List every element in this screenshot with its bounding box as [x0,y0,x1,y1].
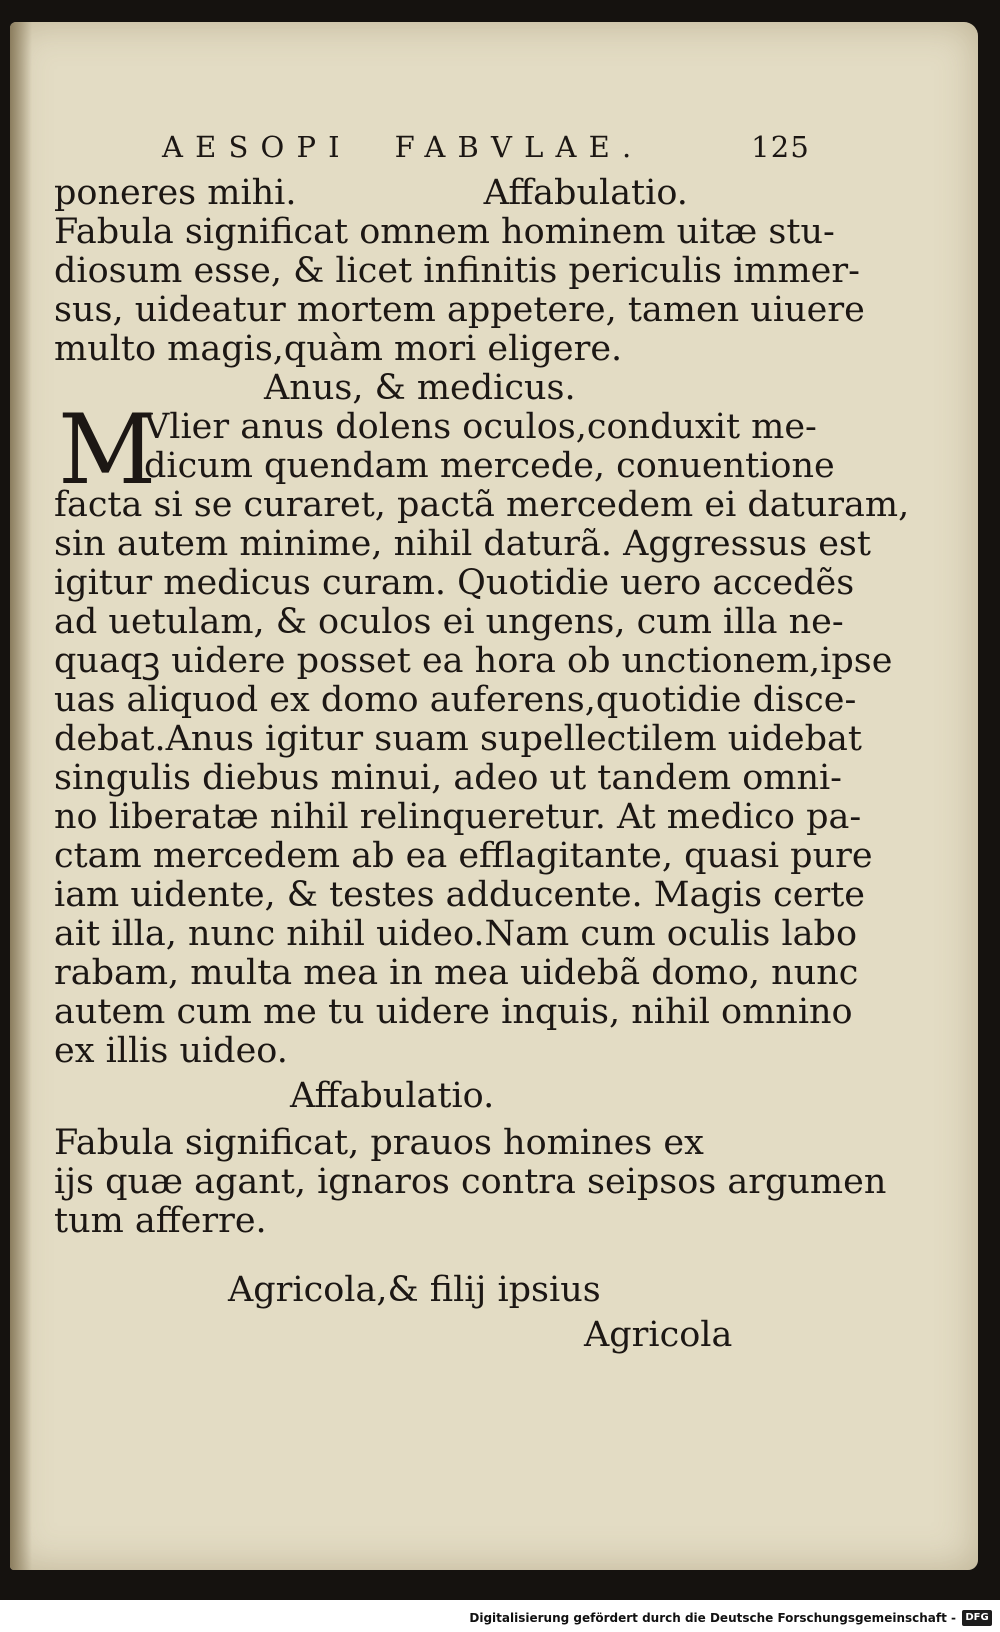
text-line: Vlier anus dolens oculos,conduxit me- [144,407,817,447]
catchword: Agricola [584,1315,733,1355]
fable-opening [54,394,835,506]
text-line: multo magis,quàm mori eligere. [54,329,623,369]
running-header [54,130,824,174]
text-line: ex illis uideo. [54,1031,288,1071]
fable-title: Anus, & medicus. [264,368,576,408]
previous-fable-last-words: poneres mihi. [54,173,297,213]
digitization-credit: Digitalisierung gefördert durch die Deutsche Forschungsgemeinschaft - [469,1611,956,1625]
text-line: uas aliquod ex domo auferens,quotidie disce- [54,680,857,720]
moral-text [54,1123,887,1241]
text-line: quaqꝫ uidere posset ea hora ob unctionem,ipse [54,641,893,681]
text-line: ijs quæ agant, ignaros contra seipsos argumen [54,1162,887,1202]
text-line: tum afferre. [54,1201,267,1241]
text-line: igitur medicus curam. Quotidie uero accedẽs [54,563,855,603]
dfg-logo: DFG [962,1610,992,1626]
next-fable-title: Agricola,& filij ipsius [228,1270,601,1310]
previous-moral-heading: Affabulatio. [483,173,688,213]
text-line: no liberatæ nihil relinqueretur. At medico pa- [54,797,862,837]
moral-heading: Affabulatio. [290,1076,495,1116]
running-title: AESOPI FABVLAE. [162,130,644,164]
previous-moral [54,212,865,369]
text-line: sin autem minime, nihil daturã. Aggressus est [54,524,871,564]
text-line: rabam, multa mea in mea uidebã domo, nunc [54,953,859,993]
text-line: facta si se curaret, pactã mercedem ei daturam, [54,485,910,525]
drop-cap-letter: M [58,394,157,506]
text-line: sus, uideatur mortem appetere, tamen uiuere [54,290,865,330]
text-line: diosum esse, & licet infinitis periculis immer- [54,251,860,291]
page-number: 125 [751,130,810,164]
text-line: ad uetulam, & oculos ei ungens, cum illa ne- [54,602,844,642]
text-line: debat.Anus igitur suam supellectilem uidebat [54,719,862,759]
page-text [54,130,910,1355]
text-line: singulis diebus minui, adeo ut tandem omni- [54,758,843,798]
text-line: Fabula significat omnem hominem uitæ stu- [54,212,835,252]
text-line: dicum quendam mercede, conuentione [144,446,835,486]
text-line: ctam mercedem ab ea efflagitante, quasi pure [54,836,873,876]
text-line: ait illa, nunc nihil uideo.Nam cum oculis labo [54,914,858,954]
fable-body [54,485,910,1071]
text-line: autem cum me tu uidere inquis, nihil omnino [54,992,853,1032]
text-line: Fabula significat, prauos homines ex [54,1123,704,1163]
previous-fable-end-line [54,174,824,213]
text-line: iam uidente, & testes adducente. Magis certe [54,875,865,915]
page-gutter-shadow [10,22,32,1570]
